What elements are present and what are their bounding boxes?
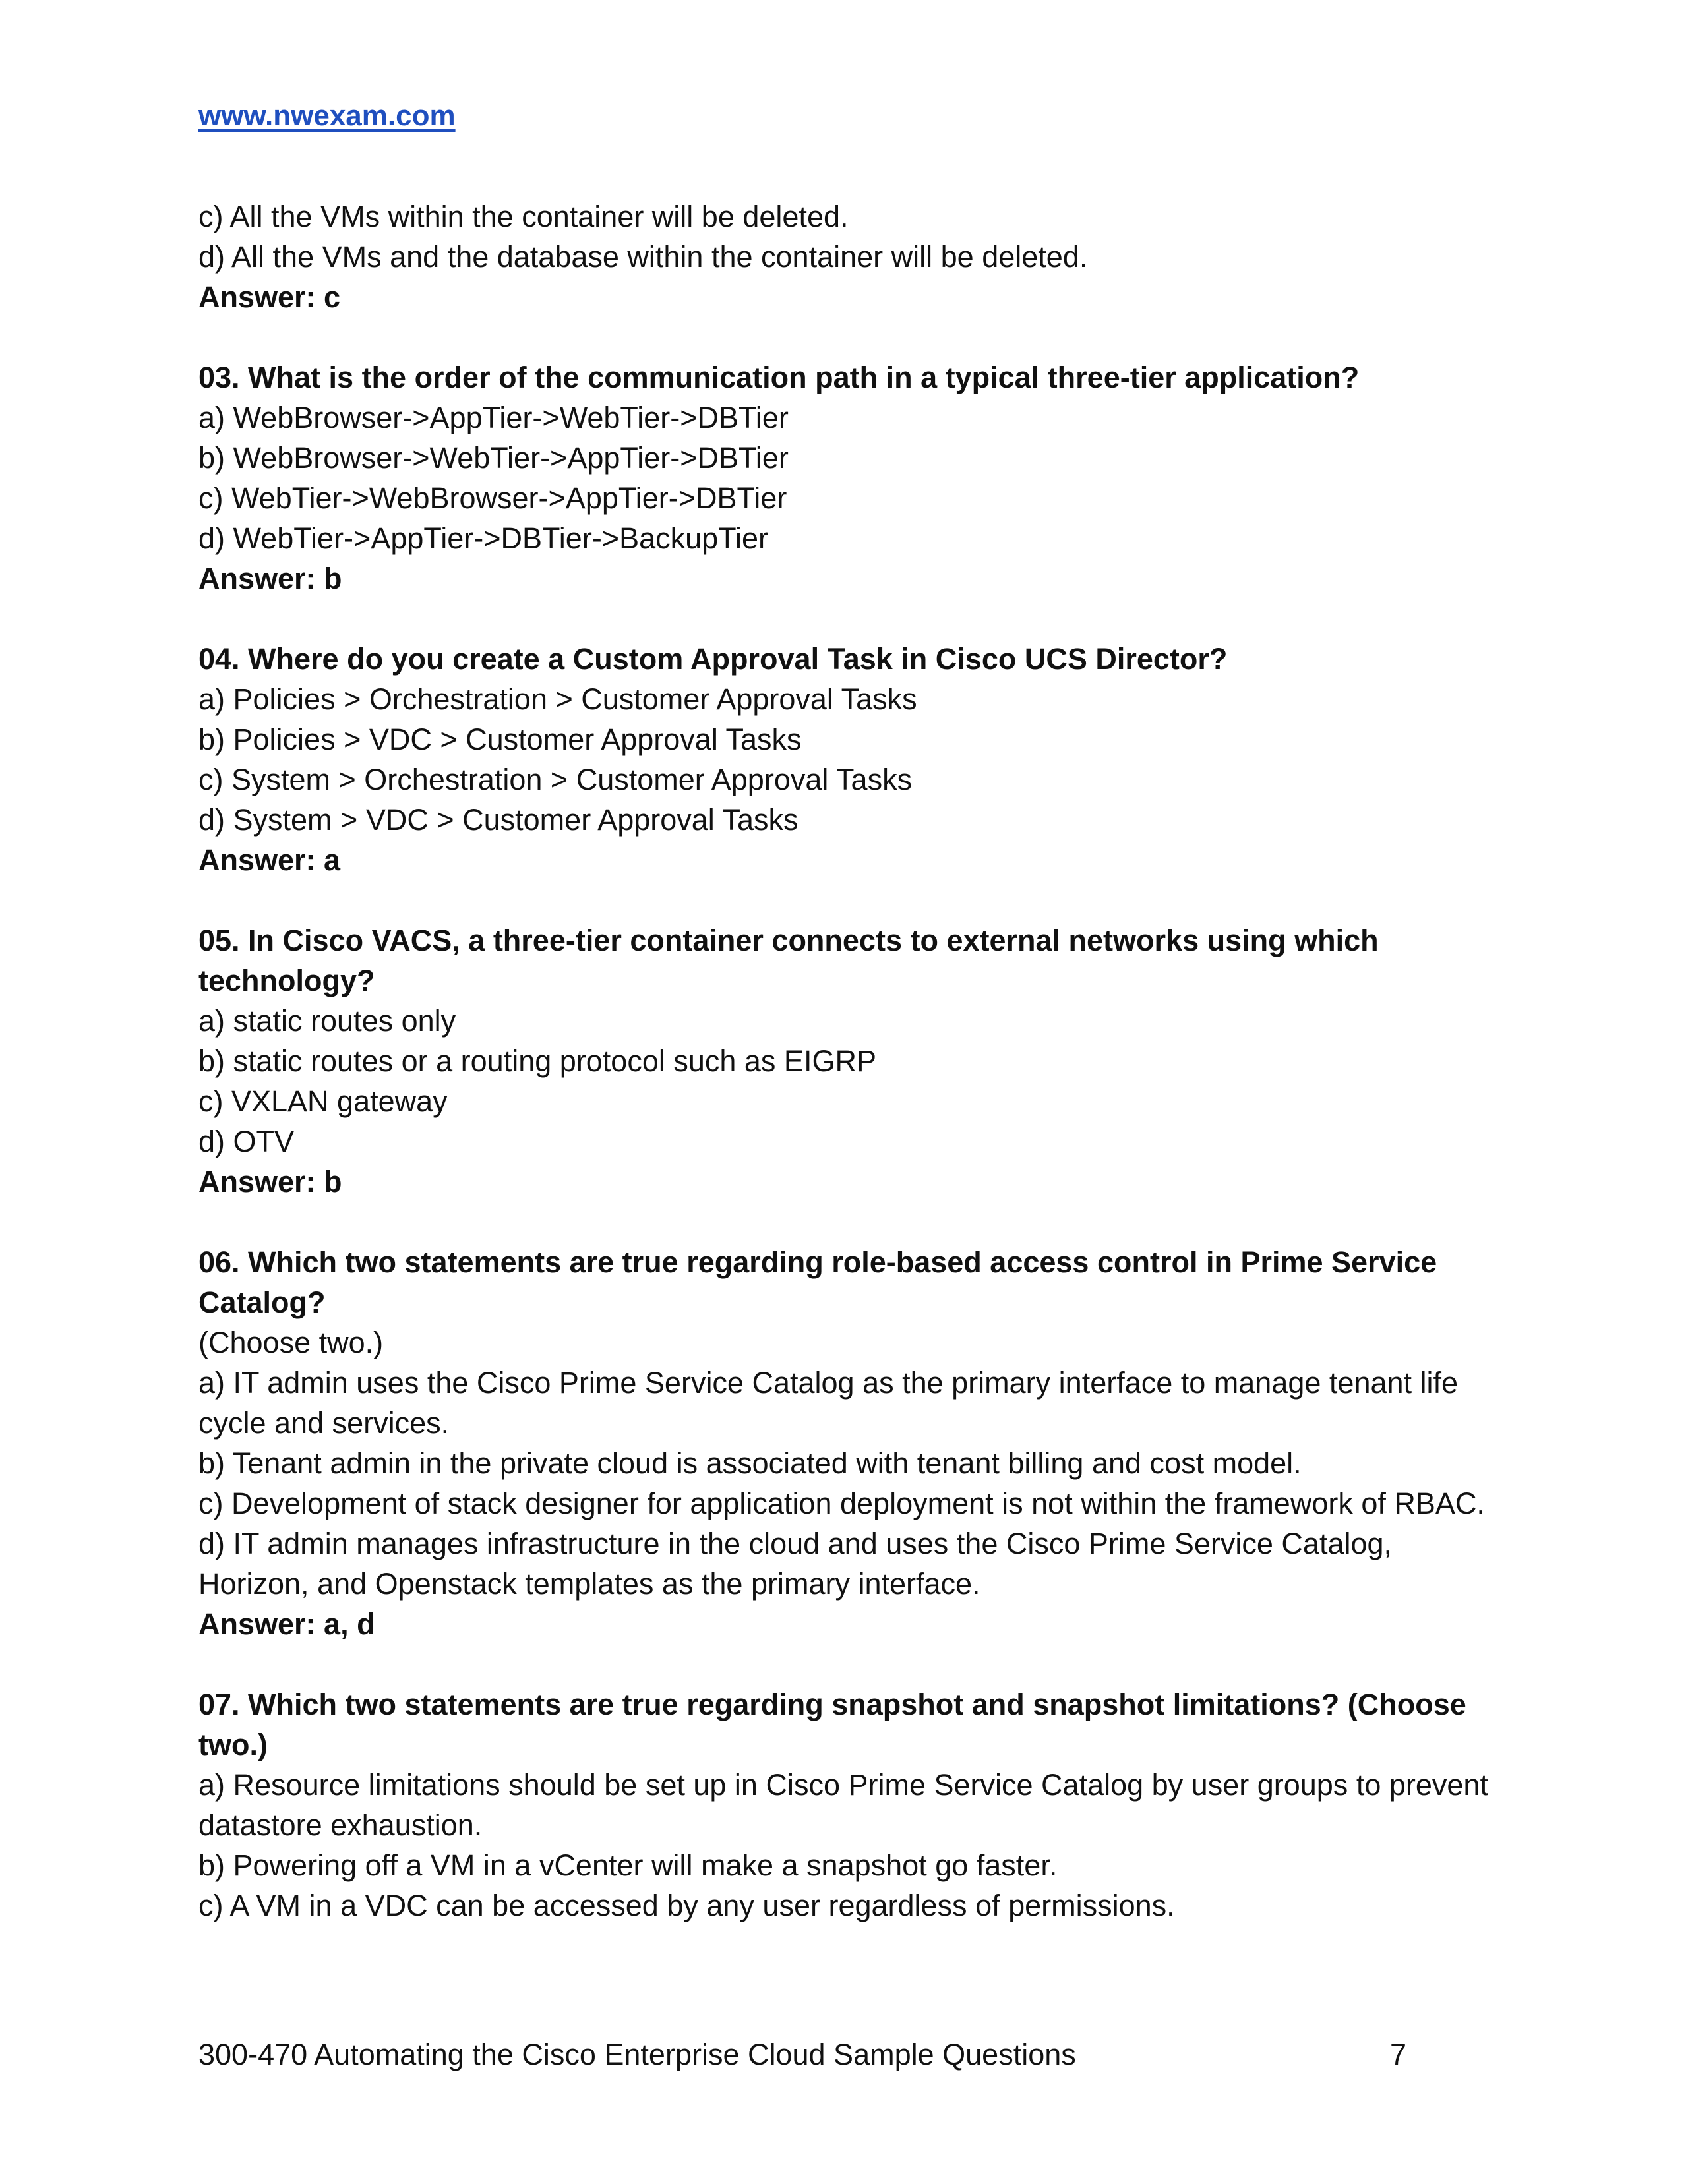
question-03	[198, 357, 1511, 599]
option-b: b) Tenant admin in the private cloud is associated with tenant billing and cost model.	[198, 1446, 1302, 1480]
page-number: 7	[1389, 2038, 1406, 2071]
question-note: (Choose two.)	[198, 1326, 384, 1359]
answer: Answer: b	[198, 1165, 342, 1198]
option-d: d) All the VMs and the database within the container will be deleted.	[198, 240, 1088, 274]
option-a: a) IT admin uses the Cisco Prime Service Catalog as the primary interface to manage tenant life cycle and services.	[198, 1366, 1459, 1440]
answer: Answer: a	[198, 843, 341, 877]
option-b: b) static routes or a routing protocol such as EIGRP	[198, 1044, 876, 1078]
question-07	[198, 1684, 1511, 1926]
site-link[interactable]: www.nwexam.com	[198, 100, 456, 132]
question-04	[198, 639, 1511, 880]
option-b: b) WebBrowser->WebTier->AppTier->DBTier	[198, 441, 789, 475]
option-c: c) System > Orchestration > Customer Approval Tasks	[198, 763, 913, 796]
option-a: a) WebBrowser->AppTier->WebTier->DBTier	[198, 401, 789, 434]
answer: Answer: b	[198, 562, 342, 595]
option-b: b) Policies > VDC > Customer Approval Tasks	[198, 723, 802, 756]
option-d: d) IT admin manages infrastructure in the cloud and uses the Cisco Prime Service Catalog, Horizon, and Openstack templates as the primary interface.	[198, 1527, 1393, 1601]
question-text: 05. In Cisco VACS, a three-tier container connects to external networks using which technology?	[198, 924, 1379, 997]
question-text: 07. Which two statements are true regarding snapshot and snapshot limitations? (Choose two.)	[198, 1688, 1466, 1761]
question-06	[198, 1242, 1511, 1644]
option-a: a) Resource limitations should be set up in Cisco Prime Service Catalog by user groups to prevent datastore exhaustion.	[198, 1768, 1488, 1842]
option-c: c) All the VMs within the container will be deleted.	[198, 200, 849, 233]
question-text: 03. What is the order of the communication path in a typical three-tier application?	[198, 361, 1360, 394]
question-02-continuation	[198, 196, 1511, 317]
page-content	[198, 196, 1511, 1926]
option-c: c) Development of stack designer for application deployment is not within the framework of RBAC.	[198, 1487, 1485, 1520]
option-a: a) static routes only	[198, 1004, 456, 1038]
option-d: d) System > VDC > Customer Approval Tasks	[198, 803, 799, 837]
question-text: 04. Where do you create a Custom Approval Task in Cisco UCS Director?	[198, 642, 1228, 676]
option-b: b) Powering off a VM in a vCenter will make a snapshot go faster.	[198, 1848, 1058, 1882]
footer-title: 300-470 Automating the Cisco Enterprise Cloud Sample Questions	[198, 2038, 1076, 2071]
page-footer	[198, 2035, 1406, 2075]
option-d: d) WebTier->AppTier->DBTier->BackupTier	[198, 521, 769, 555]
option-a: a) Policies > Orchestration > Customer Approval Tasks	[198, 682, 917, 716]
option-c: c) VXLAN gateway	[198, 1084, 448, 1118]
question-05	[198, 920, 1511, 1202]
option-c: c) WebTier->WebBrowser->AppTier->DBTier	[198, 481, 787, 515]
question-text: 06. Which two statements are true regarding role-based access control in Prime Service Catalog?	[198, 1245, 1437, 1319]
answer: Answer: c	[198, 280, 341, 314]
option-d: d) OTV	[198, 1125, 295, 1158]
option-c: c) A VM in a VDC can be accessed by any user regardless of permissions.	[198, 1889, 1175, 1922]
answer: Answer: a, d	[198, 1607, 375, 1641]
